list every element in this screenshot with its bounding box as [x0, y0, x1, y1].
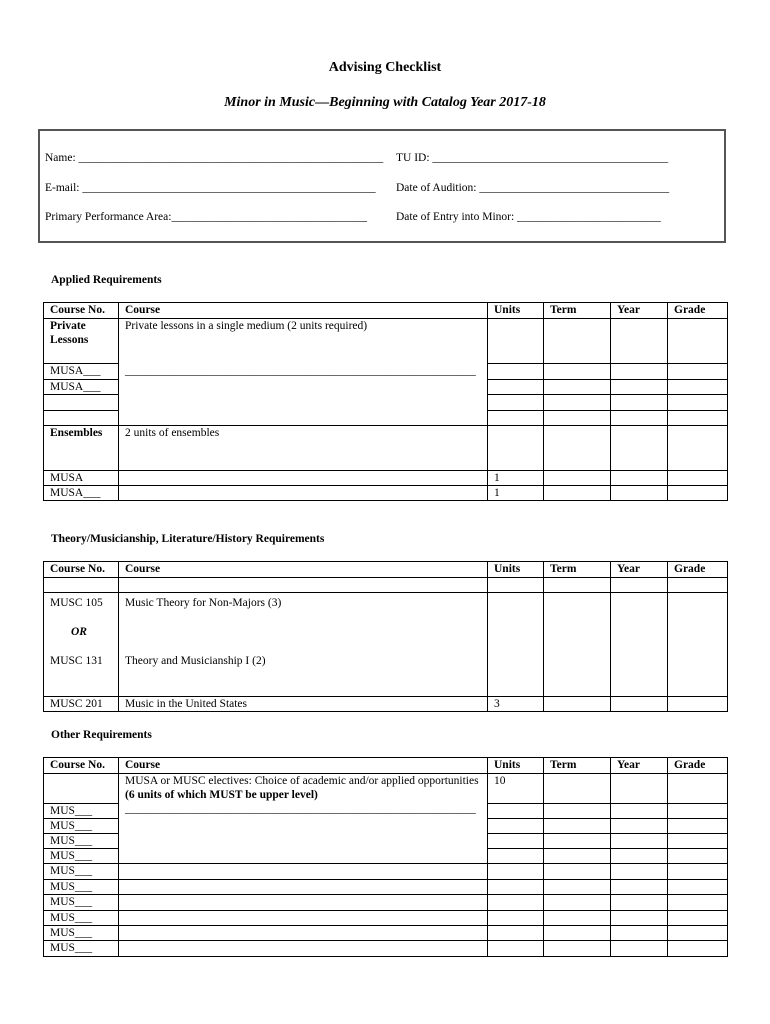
- year-cell[interactable]: [611, 804, 668, 819]
- table-row: [44, 411, 728, 426]
- units-cell[interactable]: [488, 819, 544, 834]
- ensembles-label: Ensembles: [44, 426, 119, 471]
- term-cell[interactable]: [544, 911, 611, 926]
- document-title: Advising Checklist: [328, 60, 442, 75]
- grade-cell[interactable]: [668, 849, 728, 864]
- course-no-cell[interactable]: [44, 411, 119, 426]
- table-row: [44, 395, 728, 411]
- grade-cell[interactable]: [668, 395, 728, 411]
- grade-cell[interactable]: [668, 941, 728, 957]
- term-cell[interactable]: [544, 380, 611, 395]
- private-course-line[interactable]: _____________________________________________________________: [119, 364, 488, 380]
- grade-cell[interactable]: [668, 804, 728, 819]
- term-cell[interactable]: [544, 819, 611, 834]
- term-cell[interactable]: [544, 880, 611, 895]
- course-no-cell[interactable]: MUS___: [44, 834, 119, 849]
- electives-units: 10: [488, 774, 544, 804]
- col-course: Course: [119, 562, 488, 578]
- col-grade: Grade: [668, 303, 728, 319]
- term-cell[interactable]: [544, 941, 611, 957]
- table-row: [44, 864, 728, 880]
- units-cell[interactable]: [488, 578, 544, 593]
- table-row: [44, 319, 728, 364]
- grade-cell[interactable]: [668, 593, 728, 697]
- course-no-cell[interactable]: MUS___: [44, 941, 119, 957]
- year-cell[interactable]: [611, 364, 668, 380]
- table-row: [44, 774, 728, 804]
- col-year: Year: [611, 758, 668, 774]
- year-cell[interactable]: [611, 578, 668, 593]
- term-cell[interactable]: [544, 319, 611, 364]
- theory-heading: Theory/Musicianship, Literature/History Requirements: [51, 533, 325, 545]
- grade-cell[interactable]: [668, 471, 728, 486]
- course-no-cell[interactable]: MUS___: [44, 895, 119, 911]
- units-cell[interactable]: [488, 864, 544, 880]
- col-term: Term: [544, 562, 611, 578]
- private-lessons-label: Private Lessons: [44, 319, 119, 364]
- table-header-row: [44, 562, 728, 578]
- term-cell[interactable]: [544, 697, 611, 712]
- year-cell[interactable]: [611, 895, 668, 911]
- term-cell[interactable]: [544, 895, 611, 911]
- year-cell[interactable]: [611, 395, 668, 411]
- term-cell[interactable]: [544, 411, 611, 426]
- year-cell[interactable]: [611, 697, 668, 712]
- table-row: [44, 486, 728, 501]
- term-cell[interactable]: [544, 774, 611, 804]
- course-no-cell[interactable]: MUSA___: [44, 380, 119, 395]
- course-cell: [119, 395, 488, 411]
- units-cell[interactable]: [488, 380, 544, 395]
- course-cell[interactable]: [119, 578, 488, 593]
- year-cell[interactable]: [611, 819, 668, 834]
- course-no-cell[interactable]: MUS___: [44, 926, 119, 941]
- year-cell[interactable]: [611, 880, 668, 895]
- name-field[interactable]: Name: _____________________________________________________: [45, 152, 384, 164]
- course-no-cell[interactable]: MUSA: [44, 471, 119, 486]
- grade-cell[interactable]: [668, 926, 728, 941]
- or-label: OR: [71, 626, 87, 638]
- col-course-no: Course No.: [44, 562, 119, 578]
- units-cell[interactable]: [488, 395, 544, 411]
- grade-cell[interactable]: [668, 426, 728, 471]
- grade-cell[interactable]: [668, 411, 728, 426]
- theory-course-no-cell: [44, 593, 119, 697]
- term-cell[interactable]: [544, 364, 611, 380]
- term-cell[interactable]: [544, 834, 611, 849]
- col-units: Units: [488, 758, 544, 774]
- col-year: Year: [611, 303, 668, 319]
- course-no-cell[interactable]: MUS___: [44, 849, 119, 864]
- ensembles-desc: 2 units of ensembles: [119, 426, 488, 471]
- term-cell[interactable]: [544, 593, 611, 697]
- term-cell[interactable]: [544, 578, 611, 593]
- course-cell[interactable]: [119, 926, 488, 941]
- course-cell: [119, 380, 488, 395]
- course-no-cell[interactable]: MUS___: [44, 911, 119, 926]
- table-row: [44, 697, 728, 712]
- course-cell[interactable]: [119, 864, 488, 880]
- course-cell[interactable]: [119, 941, 488, 957]
- year-cell[interactable]: [611, 593, 668, 697]
- grade-cell[interactable]: [668, 380, 728, 395]
- col-course: Course: [119, 303, 488, 319]
- table-header-row: [44, 758, 728, 774]
- col-term: Term: [544, 303, 611, 319]
- other-table: [43, 757, 728, 957]
- units-cell[interactable]: [488, 426, 544, 471]
- grade-cell[interactable]: [668, 895, 728, 911]
- term-cell[interactable]: [544, 926, 611, 941]
- private-lessons-desc: Private lessons in a single medium (2 units required): [119, 319, 488, 364]
- year-cell[interactable]: [611, 926, 668, 941]
- musc105-title: Music Theory for Non-Majors (3): [125, 597, 282, 609]
- table-row: [44, 426, 728, 471]
- course-cell[interactable]: [119, 911, 488, 926]
- term-cell[interactable]: [544, 426, 611, 471]
- term-cell[interactable]: [544, 864, 611, 880]
- course-no-cell[interactable]: MUS___: [44, 880, 119, 895]
- course-cell: [119, 411, 488, 426]
- applied-heading: Applied Requirements: [51, 274, 162, 286]
- grade-cell[interactable]: [668, 697, 728, 712]
- performance-area-field[interactable]: Primary Performance Area:__________________________________: [45, 211, 367, 223]
- grade-cell[interactable]: [668, 774, 728, 804]
- course-no-cell[interactable]: [44, 578, 119, 593]
- grade-cell[interactable]: [668, 486, 728, 501]
- col-year: Year: [611, 562, 668, 578]
- col-grade: Grade: [668, 758, 728, 774]
- year-cell[interactable]: [611, 834, 668, 849]
- units-cell[interactable]: [488, 926, 544, 941]
- table-row: [44, 578, 728, 593]
- table-row: [44, 593, 728, 697]
- course-no-cell[interactable]: MUSA___: [44, 486, 119, 501]
- year-cell[interactable]: [611, 319, 668, 364]
- year-cell[interactable]: [611, 411, 668, 426]
- units-cell[interactable]: [488, 941, 544, 957]
- year-cell[interactable]: [611, 849, 668, 864]
- musc131-no: MUSC 131: [50, 655, 103, 667]
- year-cell[interactable]: [611, 486, 668, 501]
- email-field[interactable]: E-mail: ___________________________________________________: [45, 182, 376, 194]
- applied-table: [43, 302, 728, 501]
- musc201-no: MUSC 201: [44, 697, 119, 712]
- year-cell[interactable]: [611, 426, 668, 471]
- entry-date-field[interactable]: Date of Entry into Minor: _________________________: [396, 211, 661, 223]
- table-row: [44, 926, 728, 941]
- col-grade: Grade: [668, 562, 728, 578]
- term-cell[interactable]: [544, 395, 611, 411]
- units-cell[interactable]: [488, 804, 544, 819]
- course-no-cell[interactable]: [44, 774, 119, 804]
- course-no-cell[interactable]: [44, 395, 119, 411]
- table-row: [44, 471, 728, 486]
- musc201-units: 3: [488, 697, 544, 712]
- grade-cell[interactable]: [668, 834, 728, 849]
- table-row: [44, 941, 728, 957]
- units-cell[interactable]: [488, 849, 544, 864]
- units-cell[interactable]: [488, 319, 544, 364]
- table-row: [44, 895, 728, 911]
- grade-cell[interactable]: [668, 880, 728, 895]
- course-no-cell[interactable]: MUS___: [44, 819, 119, 834]
- year-cell[interactable]: [611, 864, 668, 880]
- theory-table: [43, 561, 728, 712]
- units-cell: 1: [488, 471, 544, 486]
- course-no-cell[interactable]: MUS___: [44, 864, 119, 880]
- year-cell[interactable]: [611, 774, 668, 804]
- theory-course-cell: [119, 593, 488, 697]
- table-row: [44, 380, 728, 395]
- course-cell[interactable]: [119, 895, 488, 911]
- units-cell[interactable]: [488, 880, 544, 895]
- units-cell[interactable]: [488, 364, 544, 380]
- term-cell[interactable]: [544, 804, 611, 819]
- course-cell[interactable]: [119, 880, 488, 895]
- units-cell[interactable]: [488, 895, 544, 911]
- year-cell[interactable]: [611, 941, 668, 957]
- grade-cell[interactable]: [668, 364, 728, 380]
- musc201-title: Music in the United States: [119, 697, 488, 712]
- col-course-no: Course No.: [44, 303, 119, 319]
- term-cell[interactable]: [544, 486, 611, 501]
- course-cell[interactable]: [119, 471, 488, 486]
- col-course-no: Course No.: [44, 758, 119, 774]
- musc105-no: MUSC 105: [50, 597, 103, 609]
- musc131-title: Theory and Musicianship I (2): [125, 655, 266, 667]
- year-cell[interactable]: [611, 471, 668, 486]
- term-cell[interactable]: [544, 471, 611, 486]
- col-term: Term: [544, 758, 611, 774]
- course-cell[interactable]: [119, 486, 488, 501]
- tu-id-field[interactable]: TU ID: _________________________________________: [396, 152, 669, 164]
- table-row: [44, 911, 728, 926]
- units-cell: 1: [488, 486, 544, 501]
- units-cell[interactable]: [488, 834, 544, 849]
- col-course: Course: [119, 758, 488, 774]
- units-cell[interactable]: [488, 911, 544, 926]
- table-row: [44, 364, 728, 380]
- units-cell[interactable]: [488, 411, 544, 426]
- electives-desc: MUSA or MUSC electives: Choice of academic and/or applied opportunities (6 units of which MUST be upper level) _____________________________________________________________: [119, 774, 488, 864]
- units-cell[interactable]: [488, 593, 544, 697]
- table-row: [44, 880, 728, 895]
- course-no-cell[interactable]: MUSA___: [44, 364, 119, 380]
- grade-cell[interactable]: [668, 319, 728, 364]
- grade-cell[interactable]: [668, 578, 728, 593]
- grade-cell[interactable]: [668, 819, 728, 834]
- term-cell[interactable]: [544, 849, 611, 864]
- course-no-cell[interactable]: MUS___: [44, 804, 119, 819]
- year-cell[interactable]: [611, 380, 668, 395]
- electives-line[interactable]: _____________________________________________________________: [125, 803, 476, 815]
- col-units: Units: [488, 562, 544, 578]
- grade-cell[interactable]: [668, 864, 728, 880]
- grade-cell[interactable]: [668, 911, 728, 926]
- table-header-row: [44, 303, 728, 319]
- year-cell[interactable]: [611, 911, 668, 926]
- other-heading: Other Requirements: [51, 729, 152, 741]
- document-subtitle: Minor in Music—Beginning with Catalog Year 2017-18: [224, 95, 546, 110]
- col-units: Units: [488, 303, 544, 319]
- audition-date-field[interactable]: Date of Audition: _________________________________: [396, 182, 670, 194]
- student-info-box: [38, 129, 726, 243]
